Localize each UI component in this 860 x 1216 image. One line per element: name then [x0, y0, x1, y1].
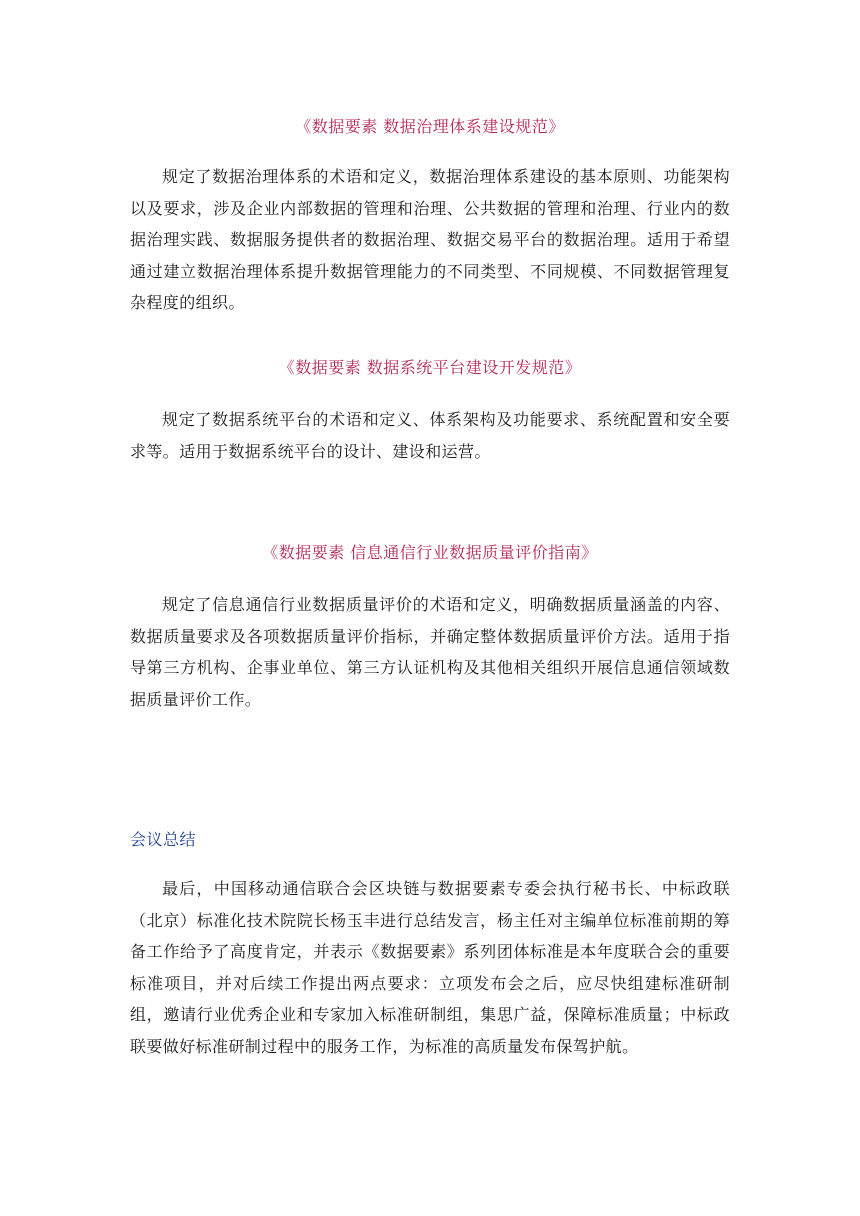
summary-paragraph: 最后，中国移动通信联合会区块链与数据要素专委会执行秘书长、中标政联（北京）标准化技术院院长杨玉丰进行总结发言，杨主任对主编单位标准前期的筹备工作给予了高度肯定，并表示《数据要素》系列团体标准是本年度联合会的重要标准项目，并对后续工作提出两点要求：立项发布会之后，应尽快组建标准研制组，邀请行业优秀企业和专家加入标准研制组，集思广益，保障标准质量；中标政联要做好标准研制过程中的服务工作，为标准的高质量发布保驾护航。	[130, 879, 730, 1056]
standard-description-data-governance: 规定了数据治理体系的术语和定义，数据治理体系建设的基本原则、功能架构以及要求，涉及企业内部数据的管理和治理、公共数据的管理和治理、行业内的数据治理实践、数据服务提供者的数据治理、数据交易平台的数据治理。适用于希望通过建立数据治理体系提升数据管理能力的不同类型、不同规模、不同数据管理复杂程度的组织。	[130, 167, 730, 312]
standard-title-data-quality: 《数据要素 信息通信行业数据质量评价指南》	[262, 543, 598, 562]
standard-title-data-platform: 《数据要素 数据系统平台建设开发规范》	[278, 358, 582, 377]
standard-description-data-platform: 规定了数据系统平台的术语和定义、体系架构及功能要求、系统配置和安全要求等。适用于数据系统平台的设计、建设和运营。	[130, 410, 730, 461]
standard-description-data-quality: 规定了信息通信行业数据质量评价的术语和定义，明确数据质量涵盖的内容、数据质量要求及各项数据质量评价指标，并确定整体数据质量评价方法。适用于指导第三方机构、企事业单位、第三方认证机构及其他相关组织开展信息通信领域数据质量评价工作。	[130, 595, 730, 709]
summary-heading: 会议总结	[130, 830, 197, 849]
standard-title-data-governance: 《数据要素 数据治理体系建设规范》	[295, 117, 565, 136]
